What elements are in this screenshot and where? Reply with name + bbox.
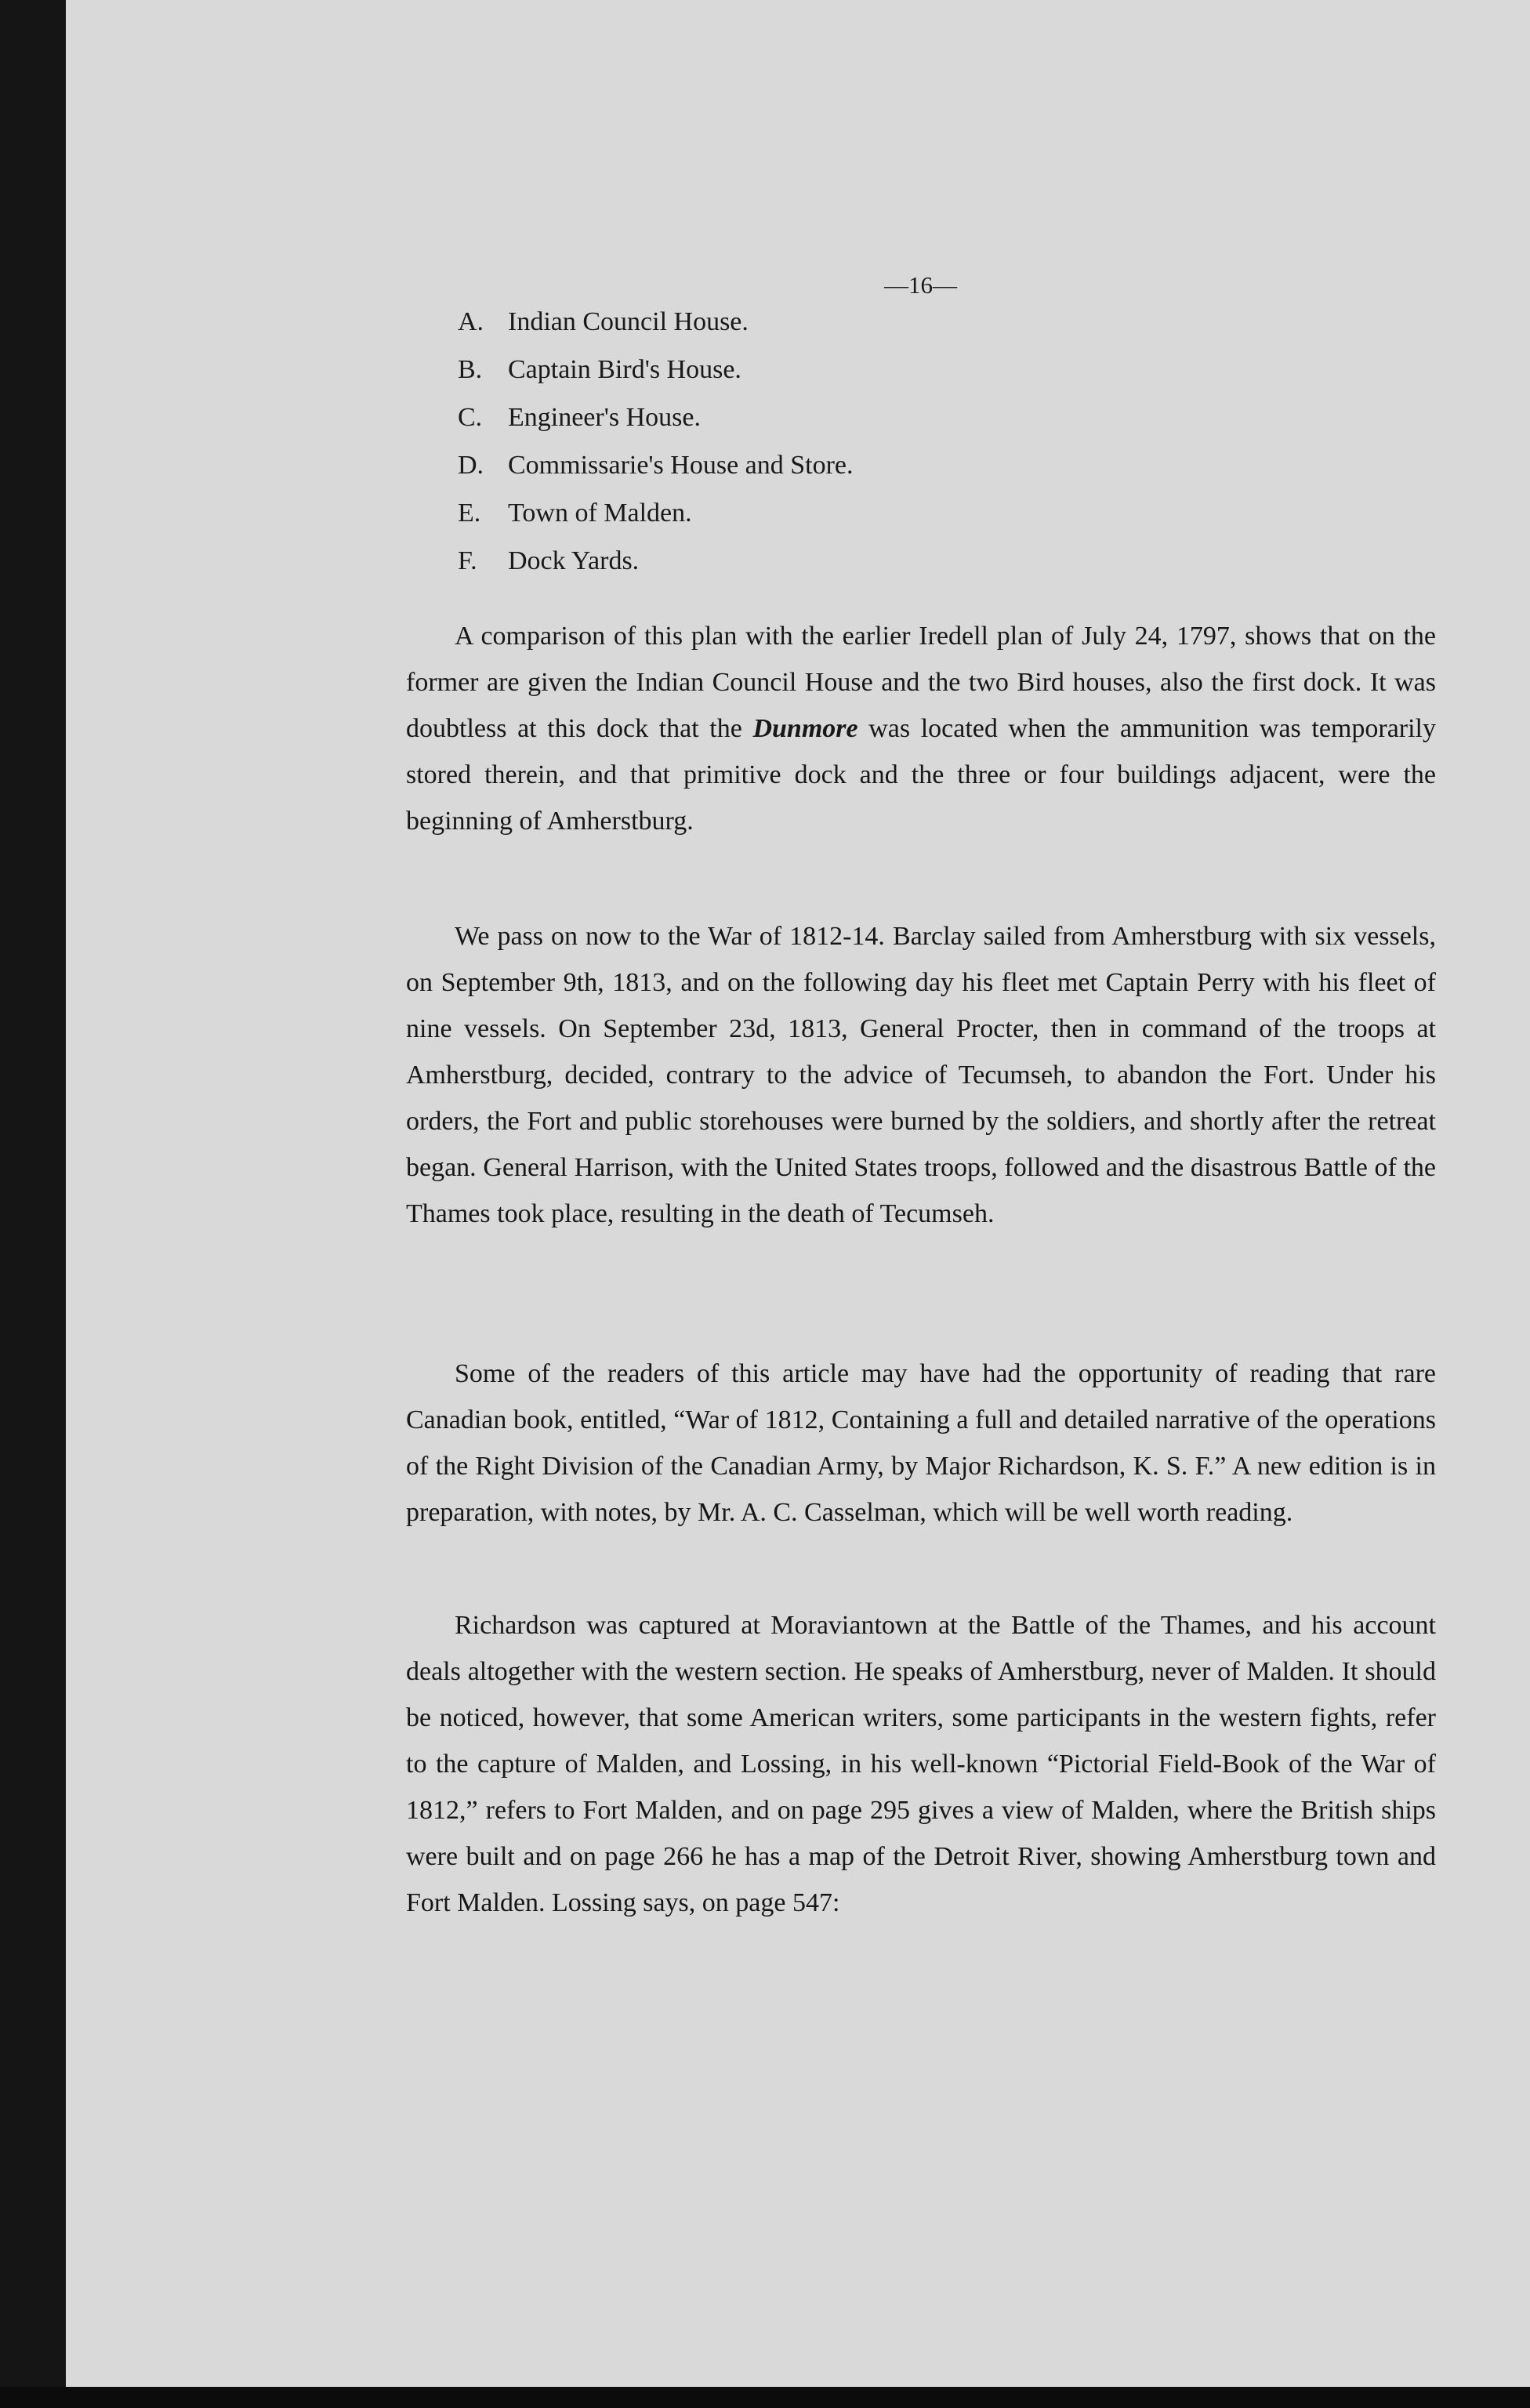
paragraph-iredell-plan xyxy=(406,613,1436,844)
legend-item xyxy=(458,499,1053,546)
legend-text: Indian Council House. xyxy=(508,307,749,336)
paragraph-war-1812: We pass on now to the War of 1812-14. Barclay sailed from Amherstburg with six vessels, on September 9th, 1813, and on the following day his fleet met Captain Perry with his fleet of nine vessels. On September 23d, 1813, General Procter, then in command of the troops at Amherstburg, decided, contrary to the advice of Tecumseh, to abandon the Fort. Under his orders, the Fort and public storehouses were burned by the soldiers, and shortly after the retreat began. General Harrison, with the United States troops, followed and the disastrous Battle of the Thames took place, resulting in the death of Tecumseh. xyxy=(406,922,1436,1228)
scan-border-left xyxy=(0,0,66,2408)
page-number: —16— xyxy=(884,271,957,299)
legend-letter: F. xyxy=(458,546,477,575)
legend-item xyxy=(458,355,1053,403)
ship-name: Dunmore xyxy=(752,714,858,743)
legend-text: Captain Bird's House. xyxy=(508,355,741,384)
legend-text: Engineer's House. xyxy=(508,403,701,432)
paragraph-text: was located when the ammunition was temporarily stored therein, and that primitive dock and the three or four buildings adjacent, were the beginning of Amherstburg. xyxy=(406,714,1436,836)
legend-letter: B. xyxy=(458,355,483,384)
legend-text: Town of Malden. xyxy=(508,499,692,528)
legend-letter: D. xyxy=(458,451,484,480)
legend-text: Commissarie's House and Store. xyxy=(508,451,854,480)
plan-legend xyxy=(458,307,1053,594)
legend-letter: E. xyxy=(458,499,481,528)
legend-item xyxy=(458,451,1053,499)
legend-item xyxy=(458,403,1053,451)
legend-letter: C. xyxy=(458,403,483,432)
paragraph-text: A comparison of this plan with the earlier Iredell plan of July 24, 1797, shows that on the former are given the Indian Council House and the two Bird houses, also the first dock. It was doubtless at this dock that the xyxy=(406,622,1436,743)
scan-border-bottom xyxy=(0,2387,1530,2408)
legend-item xyxy=(458,546,1053,594)
paragraph-lossing: Richardson was captured at Moraviantown at the Battle of the Thames, and his account deals altogether with the western section. He speaks of Amherstburg, never of Malden. It should be noticed, however, that some American writers, some participants in the western fights, refer to the capture of Malden, and Lossing, in his well-known “Pictorial Field-Book of the War of 1812,” refers to Fort Malden, and on page 295 gives a view of Malden, where the British ships were built and on page 266 he has a map of the Detroit River, showing Amherstburg town and Fort Malden. Lossing says, on page 547: xyxy=(406,1611,1436,1917)
legend-letter: A. xyxy=(458,307,484,336)
legend-text: Dock Yards. xyxy=(508,546,640,575)
paragraph-richardson-book: Some of the readers of this article may have had the opportunity of reading that rare Canadian book, entitled, “War of 1812, Containing a full and detailed narrative of the operations of the Right Division of the Canadian Army, by Major Richardson, K. S. F.” A new edition is in preparation, with notes, by Mr. A. C. Casselman, which will be well worth reading. xyxy=(406,1359,1436,1527)
legend-item xyxy=(458,307,1053,355)
